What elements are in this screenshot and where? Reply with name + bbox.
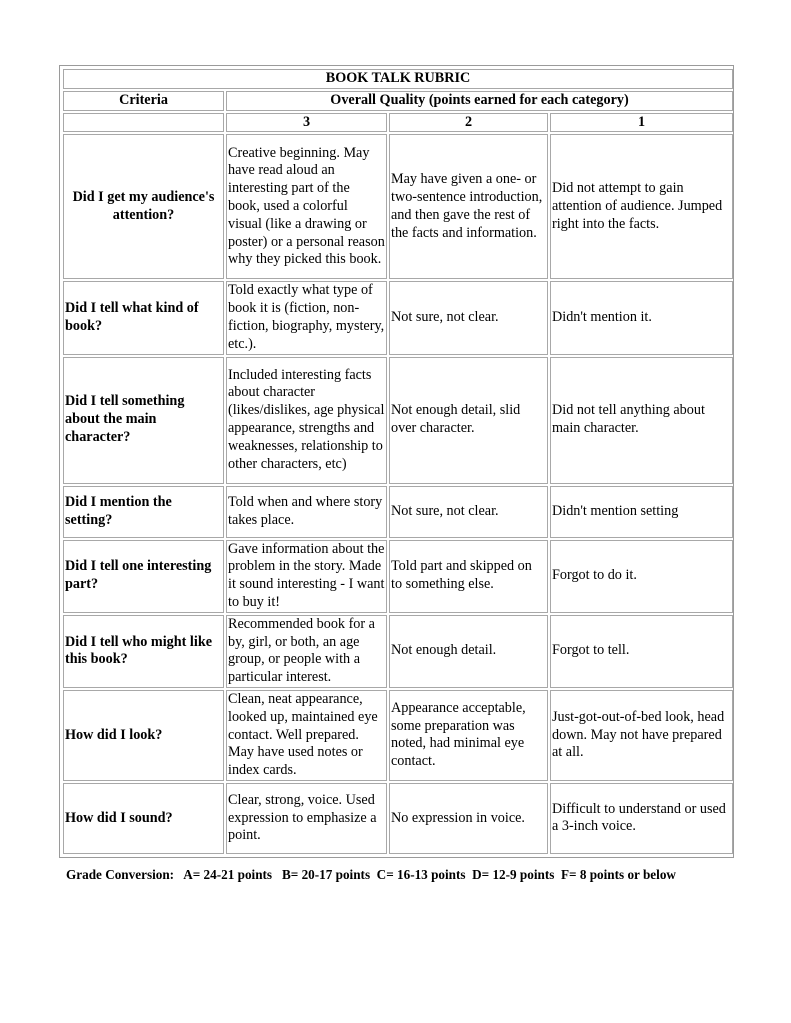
points-1-cell: Difficult to understand or used a 3-inch voice. [550,783,733,854]
points-1-cell: Did not tell anything about main character. [550,357,733,484]
rubric-row-who-might-like [63,615,733,688]
rubric-row-interesting-part [63,540,733,613]
points-3-cell: Told exactly what type of book it is (fiction, non-fiction, biography, mystery, etc.). [226,281,387,354]
points-2-cell: No expression in voice. [389,783,548,854]
criteria-header: Criteria [63,91,224,111]
grade-conversion-text: Grade Conversion: A= 24-21 points B= 20-17 points C= 16-13 points D= 12-9 points F= 8 points or below [66,867,676,882]
points-2-cell: Told part and skipped on to something else. [389,540,548,613]
points-2-cell: May have given a one- or two-sentence introduction, and then gave the rest of the facts and information. [389,134,548,279]
points-header-3: 3 [226,113,387,133]
criteria-cell: Did I tell one interesting part? [63,540,224,613]
points-2-cell: Not enough detail, slid over character. [389,357,548,484]
points-1-cell: Just-got-out-of-bed look, head down. May not have prepared at all. [550,690,733,781]
points-2-cell: Appearance acceptable, some preparation was noted, had minimal eye contact. [389,690,548,781]
points-header-row [63,113,733,133]
rubric-table-frame [59,65,734,858]
rubric-table [61,67,735,856]
rubric-row-setting [63,486,733,538]
points-3-cell: Recommended book for a by, girl, or both, an age group, or people with a particular interest. [226,615,387,688]
points-header-blank [63,113,224,133]
criteria-cell: How did I sound? [63,783,224,854]
points-1-cell: Forgot to do it. [550,540,733,613]
points-3-cell: Clear, strong, voice. Used expression to emphasize a point. [226,783,387,854]
rubric-row-kind-of-book [63,281,733,354]
points-2-cell: Not enough detail. [389,615,548,688]
points-3-cell: Told when and where story takes place. [226,486,387,538]
points-3-cell: Clean, neat appearance, looked up, maintained eye contact. Well prepared. May have used notes or index cards. [226,690,387,781]
rubric-row-look [63,690,733,781]
criteria-cell: How did I look? [63,690,224,781]
points-header-2: 2 [389,113,548,133]
criteria-cell: Did I mention the setting? [63,486,224,538]
points-1-cell: Did not attempt to gain attention of audience. Jumped right into the facts. [550,134,733,279]
points-3-cell: Included interesting facts about character (likes/dislikes, age physical appearance, strengths and weaknesses, relationship to other characters, etc) [226,357,387,484]
points-1-cell: Forgot to tell. [550,615,733,688]
rubric-row-main-character [63,357,733,484]
quality-header: Overall Quality (points earned for each category) [226,91,733,111]
points-3-cell: Gave information about the problem in the story. Made it sound interesting - I want to buy it! [226,540,387,613]
rubric-title: BOOK TALK RUBRIC [63,69,733,89]
points-1-cell: Didn't mention it. [550,281,733,354]
rubric-row-attention [63,134,733,279]
points-3-cell: Creative beginning. May have read aloud an interesting part of the book, used a colorful visual (like a drawing or poster) or a personal reason why they picked this book. [226,134,387,279]
criteria-cell: Did I tell who might like this book? [63,615,224,688]
points-2-cell: Not sure, not clear. [389,281,548,354]
criteria-cell: Did I tell something about the main character? [63,357,224,484]
points-2-cell: Not sure, not clear. [389,486,548,538]
points-header-1: 1 [550,113,733,133]
rubric-title-row [63,69,733,89]
rubric-header-row [63,91,733,111]
points-1-cell: Didn't mention setting [550,486,733,538]
criteria-cell: Did I tell what kind of book? [63,281,224,354]
rubric-row-sound [63,783,733,854]
criteria-cell: Did I get my audience's attention? [63,134,224,279]
